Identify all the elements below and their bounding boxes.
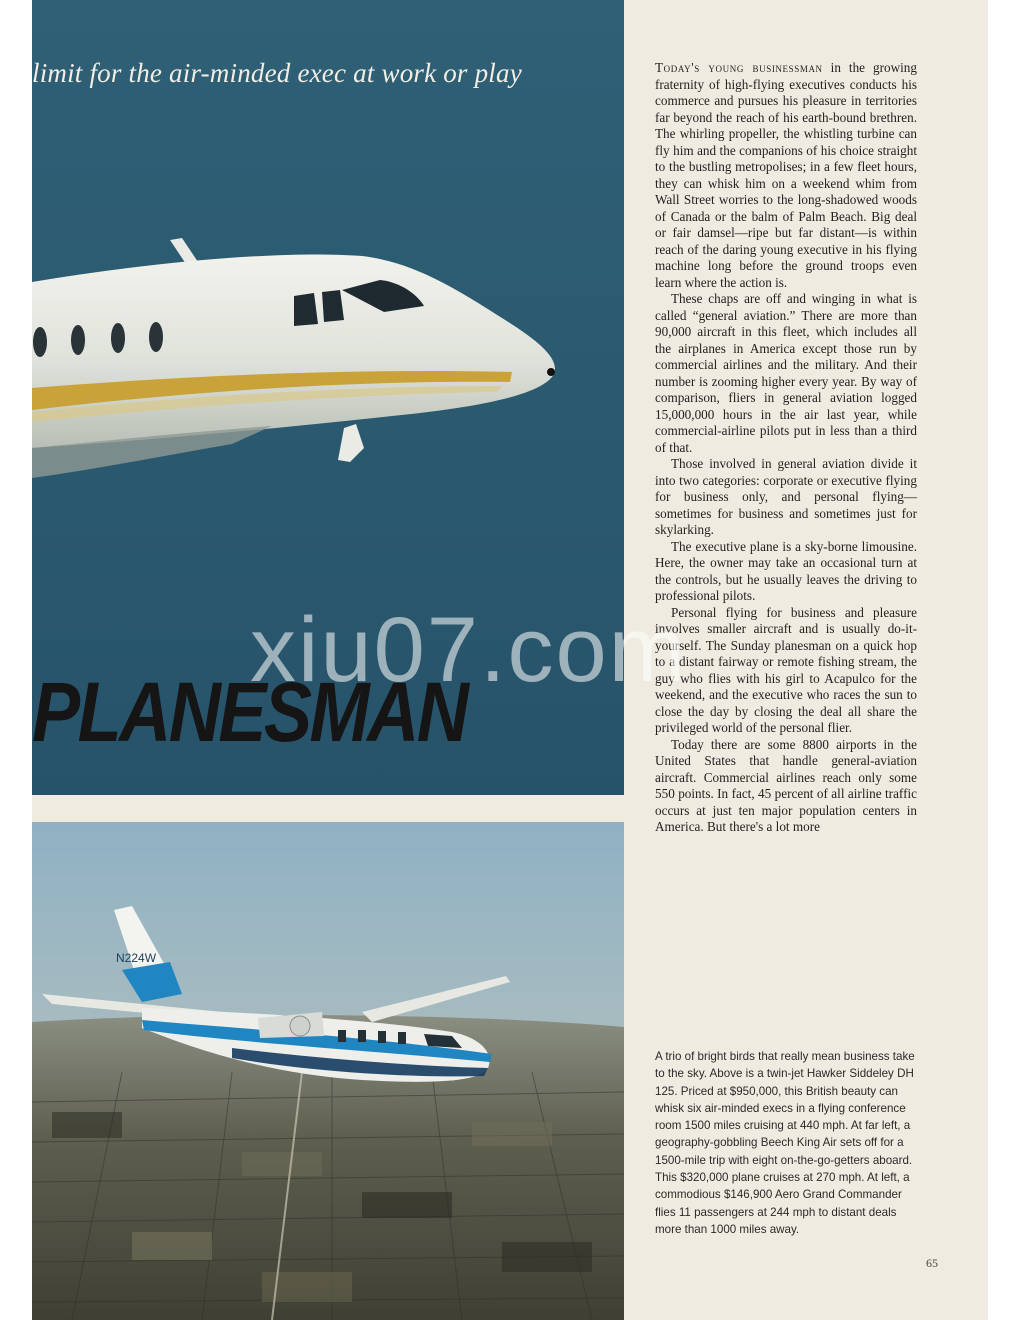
- article-paragraph-1: [655, 60, 917, 291]
- article-paragraph-6: Today there are some 8800 airports in the United States that handle general-aviation aircraft. Commercial airlines reach only some 550 points. In fact, 45 percent of all airline traffic occurs at just ten major population centers in America. But there's a lot more: [655, 736, 917, 834]
- article-paragraph-4: The executive plane is a sky-borne limousine. Here, the owner may take an occasional turn at the controls, but he usually leaves the driving to professional pilots.: [655, 538, 917, 603]
- cabin-window: [111, 323, 125, 353]
- left-margin: [0, 0, 32, 1320]
- article-paragraph-3: Those involved in general aviation divide it into two categories: corporate or executive flying for business only, and personal flying—sometimes for business and sometimes just for skylarking.: [655, 456, 917, 537]
- article-p1-rest: in the growing fraternity of high-flying executives conducts his commerce and pursues his pleasure in territories far beyond the reach of his earth-bound brethren. The whirling propeller, the whistling turbine can fly him and the companions of his choice straight to the bustling metropolises; in a few fleet hours, they can whisk him on a weekend whim from Wall Street worries to the long-shadowed woods of Canada or the balm of Palm Beach. Big deal or fair damsel—ripe but far distant—is within reach of the daring young executive in his flying machine long before the ground troops even learn where the action is.: [655, 60, 917, 290]
- cabin-window: [71, 325, 85, 355]
- page-number: 65: [926, 1256, 938, 1270]
- article-lead: Today's young businessman: [655, 60, 823, 75]
- aero-commander-illustration: [32, 822, 624, 1320]
- cabin-window: [33, 327, 47, 357]
- article-paragraph-5: Personal flying for business and pleasure involves smaller aircraft and is usually do-it-yourself. The Sunday planesman on a quick hop to a distant fairway or remote fishing stream, the guy who flies with his girl to Acapulco for the weekend, and the executive who races the sun to close the day by closing the deal all share the privileged world of the personal flier.: [655, 604, 917, 735]
- cockpit-side-window: [294, 293, 318, 326]
- watermark: xiu07.com: [250, 599, 688, 701]
- bottom-photo-aero-commander: [32, 822, 624, 1320]
- article-paragraph-2: These chaps are off and winging in what is called “general aviation.” There are more than 90,000 aircraft in this fleet, which includes all the airplanes in America except those run by commercial airlines and the military. And their number is zooming higher every year. By way of comparison, fliers in general aviation logged 15,000,000 hours in the air last year, while commercial-airline pilots put in less than a third of that.: [655, 291, 917, 455]
- top-photo-jet: [32, 0, 624, 795]
- headline-main: PLANESMAN: [32, 665, 467, 759]
- headline-top-line: limit for the air-minded exec at work or play: [32, 58, 522, 88]
- cabin-window: [149, 322, 163, 352]
- photo-caption: A trio of bright birds that really mean business take to the sky. Above is a twin-jet Hawker Siddeley DH 125. Priced at $950,000, this British beauty can whisk six air-minded execs in a flying conference room 1500 miles cruising at 440 mph. At far left, a geography-gobbling Beech King Air sets off for a 1500-mile trip with eight on-the-go-getters aboard. This $320,000 plane cruises at 270 mph. At left, a commodious $146,900 Aero Grand Commander flies 11 passengers at 244 mph to distant deals more than 1000 miles away.: [655, 1050, 915, 1236]
- tail-number: N224W: [116, 951, 157, 965]
- right-margin: [988, 0, 1020, 1320]
- article-body: [655, 60, 917, 836]
